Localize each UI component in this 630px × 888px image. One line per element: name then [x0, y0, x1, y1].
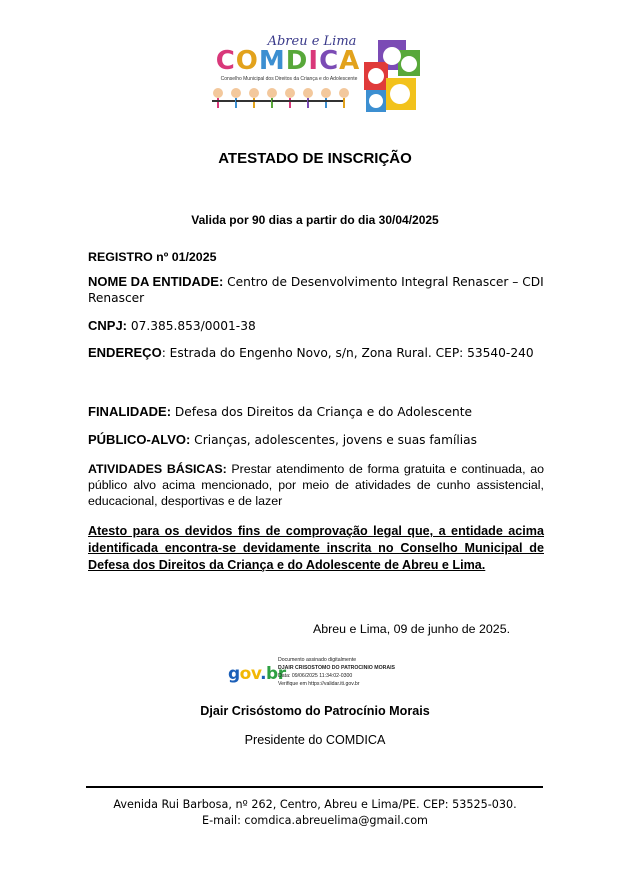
footer-address: Avenida Rui Barbosa, nº 262, Centro, Abreu e Lima/PE. CEP: 53525-030. [113, 798, 517, 811]
children-illustration-icon [208, 84, 368, 116]
field-value: Centro de Desenvolvimento Integral Renascer – CDI Renascer [88, 275, 544, 305]
field-cnpj [88, 318, 544, 334]
field-endereco [88, 345, 544, 361]
field-value: Defesa dos Direitos da Criança e do Adolescente [171, 405, 472, 419]
field-label: ENDEREÇO [88, 345, 162, 360]
signature-details [278, 656, 395, 688]
field-label: CNPJ: [88, 318, 128, 333]
attestation-statement: Atesto para os devidos fins de comprovação legal que, a entidade acima identificada encontra-se devidamente inscrita no Conselho Municipal de Defesa dos Direitos da Criança e do Adolescente de Abreu e Lima. [88, 524, 544, 572]
govbr-logo [228, 664, 286, 684]
footer-divider [86, 786, 543, 788]
field-label: ATIVIDADES BÁSICAS: [88, 462, 227, 476]
signature-line-1: Documento assinado digitalmente [278, 657, 357, 663]
footer-email: E-mail: comdica.abreuelima@gmail.com [202, 814, 428, 827]
field-value: Crianças, adolescentes, jovens e suas famílias [190, 433, 477, 447]
field-publico-alvo [88, 432, 544, 448]
digital-signature-stamp [228, 656, 428, 692]
govbr-logo-text: gov.br [228, 664, 286, 684]
field-value: Prestar atendimento de forma gratuita e continuada, ao público alvo acima mencionado, por meio de atividades de cunho assistencial, educacional, desportivas e de lazer [88, 462, 545, 508]
signature-line-4: Verifique em https://validar.iti.gov.br [278, 681, 360, 687]
logo-wordmark-text: COMDICA [215, 46, 361, 76]
signer-name: Djair Crisóstomo do Patrocínio Morais [200, 704, 430, 718]
logo-wordmark [208, 46, 368, 76]
field-finalidade [88, 404, 544, 420]
registro-number: REGISTRO nº 01/2025 [88, 250, 217, 264]
logo-city-text: Abreu e Lima [267, 34, 357, 49]
signer-role: Presidente do COMDICA [244, 733, 386, 747]
field-value: : Estrada do Engenho Novo, s/n, Zona Rural. CEP: 53540-240 [161, 346, 534, 360]
field-atividades-basicas [88, 461, 544, 509]
logo-subtitle: Conselho Municipal dos Direitos da Criança e do Adolescente [220, 76, 358, 82]
signature-line-2: DJAIR CRISOSTOMO DO PATROCINIO MORAIS [278, 665, 396, 671]
comdica-logo [208, 34, 420, 116]
signature-line-3: Data: 09/06/2025 11:34:02-0300 [278, 673, 353, 679]
field-label: PÚBLICO-ALVO: [88, 432, 191, 447]
field-nome-entidade [88, 274, 544, 306]
field-label: FINALIDADE: [88, 404, 172, 419]
field-label: NOME DA ENTIDADE: [88, 274, 224, 289]
date-line: Abreu e Lima, 09 de junho de 2025. [313, 622, 511, 636]
kids-faces-icon [364, 40, 420, 114]
validity-statement: Valida por 90 dias a partir do dia 30/04/2025 [191, 213, 439, 227]
document-title: ATESTADO DE INSCRIÇÃO [218, 150, 412, 167]
field-value: 07.385.853/0001-38 [127, 319, 256, 333]
